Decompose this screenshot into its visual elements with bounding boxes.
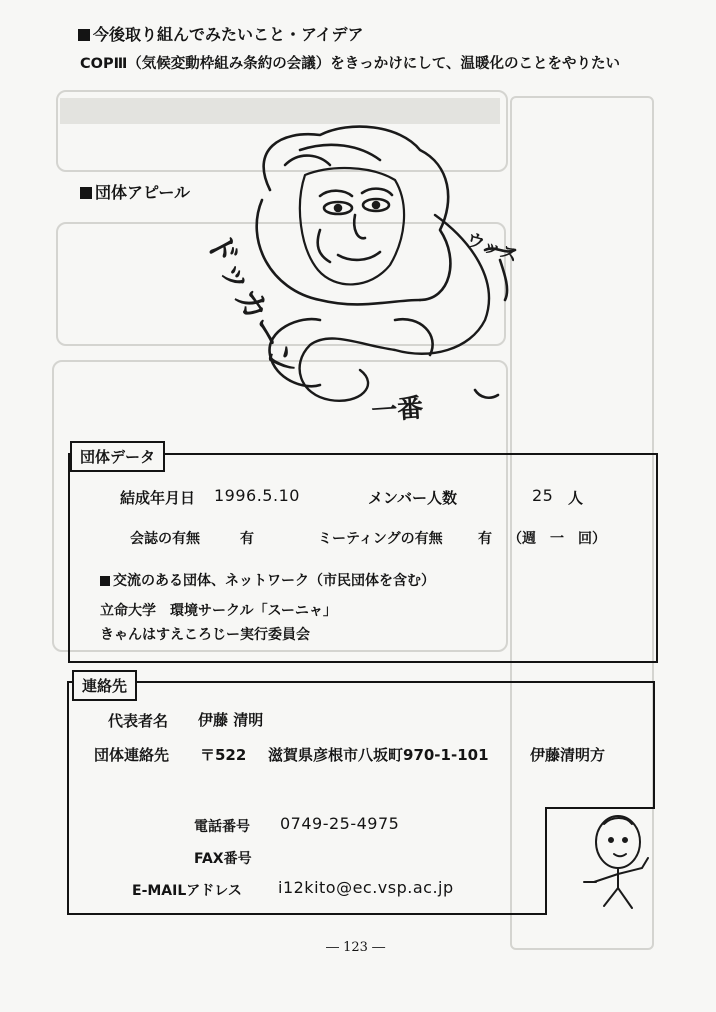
phone-label: 電話番号 [194,819,250,835]
handwritten-text-ussu: ウッス [463,228,521,268]
representative-value: 伊藤 清明 [198,711,264,729]
founded-label: 結成年月日 [120,489,196,507]
postal-code: 〒522 [200,746,247,764]
network-item: 立命大学 環境サークル「スーニャ」 [100,603,337,619]
address-name: 伊藤清明方 [530,746,606,764]
network-heading: 交流のある団体、ネットワーク（市民団体を含む） [100,570,435,590]
meeting-label: ミーティングの有無 [318,531,443,547]
members-value: 25 [532,486,554,505]
page-number: ― 123 ― [326,940,386,955]
newsletter-value: 有 [240,531,254,547]
network-item: きゃんはすえころじー実行委員会 [100,627,310,643]
email-value: i12kito@ec.vsp.ac.jp [278,878,454,897]
handwritten-text-ichiban: 一番 [370,393,425,427]
mascot-doodle-illustration [574,808,664,918]
meeting-frequency: （週 一 回） [508,531,606,547]
newsletter-label: 会誌の有無 [130,531,200,547]
group-data-tab: 団体データ [70,441,165,472]
meeting-value: 有 [478,531,492,547]
address-value: 滋賀県彦根市八坂町970-1-101 [268,746,489,764]
representative-label: 代表者名 [108,712,169,730]
members-label: メンバー人数 [368,489,457,507]
handwritten-text-dokkaan: ドッカーン [197,225,306,384]
group-appeal-heading: 団体アピール [80,180,190,203]
email-label: E-MAILアドレス [132,883,242,899]
contact-tab: 連絡先 [72,670,137,701]
future-plans-heading: 今後取り組んでみたいこと・アイデア [78,22,364,45]
members-unit: 人 [568,489,584,507]
fax-label: FAX番号 [194,851,252,867]
address-label: 団体連絡先 [94,746,170,764]
phone-value: 0749-25-4975 [280,814,400,833]
founded-value: 1996.5.10 [214,486,300,505]
future-plans-text: COPⅢ（気候変動枠組み条約の会議）をきっかけにして、温暖化のことをやりたい [80,56,621,72]
